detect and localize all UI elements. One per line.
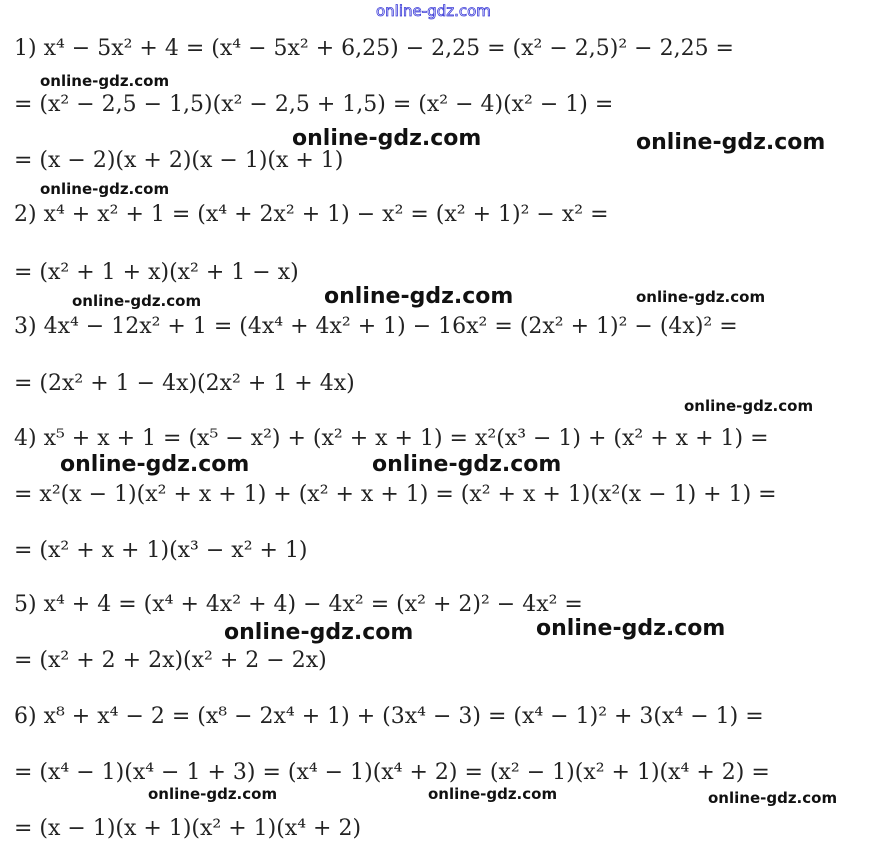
watermark: online-gdz.com [636,130,826,155]
solution-line-1-1: 1) x⁴ − 5x² + 4 = (x⁴ − 5x² + 6,25) − 2,25 = (x² − 2,5)² − 2,25 = [14,36,734,61]
solution-line-4-2: = x²(x − 1)(x² + x + 1) + (x² + x + 1) = (x² + x + 1)(x²(x − 1) + 1) = [14,482,777,507]
solution-line-6-1: 6) x⁸ + x⁴ − 2 = (x⁸ − 2x⁴ + 1) + (3x⁴ − 3) = (x⁴ − 1)² + 3(x⁴ − 1) = [14,704,764,729]
solution-line-6-3: = (x − 1)(x + 1)(x² + 1)(x⁴ + 2) [14,816,362,841]
watermark: online-gdz.com [40,180,170,198]
watermark: online-gdz.com [72,292,202,310]
solution-line-3-2: = (2x² + 1 − 4x)(2x² + 1 + 4x) [14,371,355,396]
watermark: online-gdz.com [636,288,766,306]
watermark: online-gdz.com [708,789,838,807]
solution-line-5-2: = (x² + 2 + 2x)(x² + 2 − 2x) [14,648,327,673]
solution-line-1-3: = (x − 2)(x + 2)(x − 1)(x + 1) [14,148,344,173]
watermark: online-gdz.com [324,284,514,309]
solution-line-4-1: 4) x⁵ + x + 1 = (x⁵ − x²) + (x² + x + 1) = x²(x³ − 1) + (x² + x + 1) = [14,426,769,451]
watermark: online-gdz.com [224,620,414,645]
watermark: online-gdz.com [292,126,482,151]
header-watermark: online-gdz.com [376,2,491,20]
solution-line-1-2: = (x² − 2,5 − 1,5)(x² − 2,5 + 1,5) = (x² − 4)(x² − 1) = [14,92,614,117]
watermark: online-gdz.com [428,785,558,803]
solution-line-4-3: = (x² + x + 1)(x³ − x² + 1) [14,538,308,563]
watermark: online-gdz.com [40,72,170,90]
watermark: online-gdz.com [60,452,250,477]
watermark: online-gdz.com [536,616,726,641]
solution-line-3-1: 3) 4x⁴ − 12x² + 1 = (4x⁴ + 4x² + 1) − 16x² = (2x² + 1)² − (4x)² = [14,314,738,339]
watermark: online-gdz.com [684,397,814,415]
solution-line-2-1: 2) x⁴ + x² + 1 = (x⁴ + 2x² + 1) − x² = (x² + 1)² − x² = [14,202,609,227]
solution-line-6-2: = (x⁴ − 1)(x⁴ − 1 + 3) = (x⁴ − 1)(x⁴ + 2) = (x² − 1)(x² + 1)(x⁴ + 2) = [14,760,770,785]
solution-line-2-2: = (x² + 1 + x)(x² + 1 − x) [14,260,299,285]
watermark: online-gdz.com [372,452,562,477]
watermark: online-gdz.com [148,785,278,803]
solution-line-5-1: 5) x⁴ + 4 = (x⁴ + 4x² + 4) − 4x² = (x² + 2)² − 4x² = [14,592,583,617]
